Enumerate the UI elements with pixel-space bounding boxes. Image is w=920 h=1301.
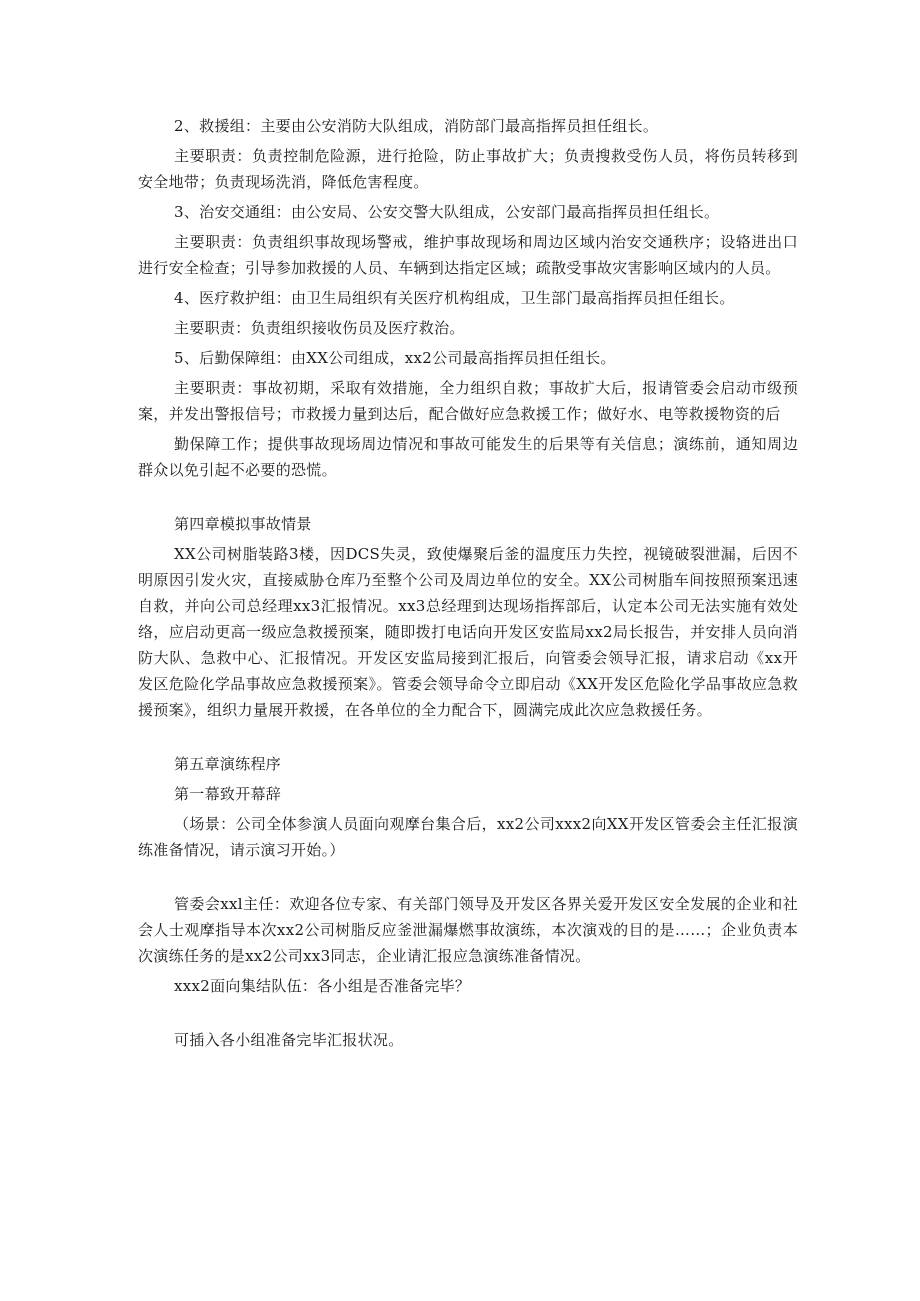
traffic-group-heading: 3、治安交通组：由公安局、公安交警大队组成，公安部门最高指挥员担任组长。 [174, 203, 720, 221]
team-check: xxx2面向集结队伍：各小组是否准备完毕？ [174, 977, 471, 995]
rescue-group-duties: 主要职责：负责控制危险源，进行抢险，防止事故扩大；负责搜救受伤人员，将伤员转移到安全地带；负责现场洗消，降低危害程度。 [138, 147, 798, 191]
traffic-group-duties: 主要职责：负责组织事故现场警戒，维护事故现场和周边区域内治安交通秩序；设辂进出口进行安全检查；引导参加救援的人员、车辆到达指定区域；疏散受事故灾害影响区域内的人员。 [138, 233, 798, 277]
scene-description: （场景：公司全体参演人员面向观摩台集合后，xx2公司xxx2向XX开发区管委会主任汇报演练准备情况，请示演习开始。） [138, 815, 798, 859]
logistics-group-heading: 5、后勤保障组：由XX公司组成，xx2公司最高指挥员担任组长。 [174, 349, 616, 367]
section-gap [138, 867, 798, 891]
chapter-4-title: 第四章模拟事故情景 [174, 515, 312, 533]
medical-group-duties: 主要职责：负责组织接收伤员及医疗救治。 [174, 319, 465, 337]
section-gap [138, 1003, 798, 1027]
document-page [138, 113, 798, 1057]
section-gap [138, 487, 798, 511]
scenario-paragraph: XX公司树脂装路3楼，因DCS失灵，致使爆聚后釜的温度压力失控，视镜破裂泄漏，后因不明原因引发火灾，直接威胁仓库乃至整个公司及周边单位的安全。XX公司树脂车间按照预案迅速自救，并向公司总经理xx3汇报情况。xx3总经理到达现场指挥部后，认定本公司无法实施有效处络，应启动更高一级应急救援预案，随即拨打电话向开发区安监局xx2局长报告，并安排人员向消防大队、急救中心、汇报情况。开发区安监局接到汇报后，向管委会领导汇报，请求启动《xx开发区危险化学品事故应急救援预案》。管委会领导命令立即启动《XX开发区危险化学品事故应急救援预案》，组织力量展开救援，在各单位的全力配合下，圆满完成此次应急救援任务。 [138, 545, 798, 719]
insert-note: 可插入各小组准备完毕汇报状况。 [174, 1031, 404, 1049]
logistics-group-duties: 主要职责：事故初期，采取有效措施，全力组织自救；事故扩大后，报请管委会启动市级预案，并发出警报信号；市救援力量到达后，配合做好应急救援工作；做好水、电等救援物资的后 [138, 379, 798, 423]
rescue-group-heading: 2、救援组：主要由公安消防大队组成，消防部门最高指挥员担任组长。 [174, 117, 659, 135]
director-speech: 管委会xxl主任：欢迎各位专家、有关部门领导及开发区各界关爱开发区安全发展的企业和社会人士观摩指导本次xx2公司树脂反应釜泄漏爆燃事故演练，本次演戏的目的是……；企业负责本次演练任务的是xx2公司xx3同志，企业请汇报应急演练准备情况。 [138, 895, 798, 965]
medical-group-heading: 4、医疗救护组：由卫生局组织有关医疗机构组成，卫生部门最高指挥员担任组长。 [174, 289, 735, 307]
act-1-title: 第一幕致开幕辞 [174, 785, 282, 803]
chapter-5-title: 第五章演练程序 [174, 755, 282, 773]
section-gap [138, 727, 798, 751]
logistics-group-duties-cont: 勤保障工作；提供事故现场周边情况和事故可能发生的后果等有关信息；演练前，通知周边群众以免引起不必要的恐慌。 [138, 435, 798, 479]
